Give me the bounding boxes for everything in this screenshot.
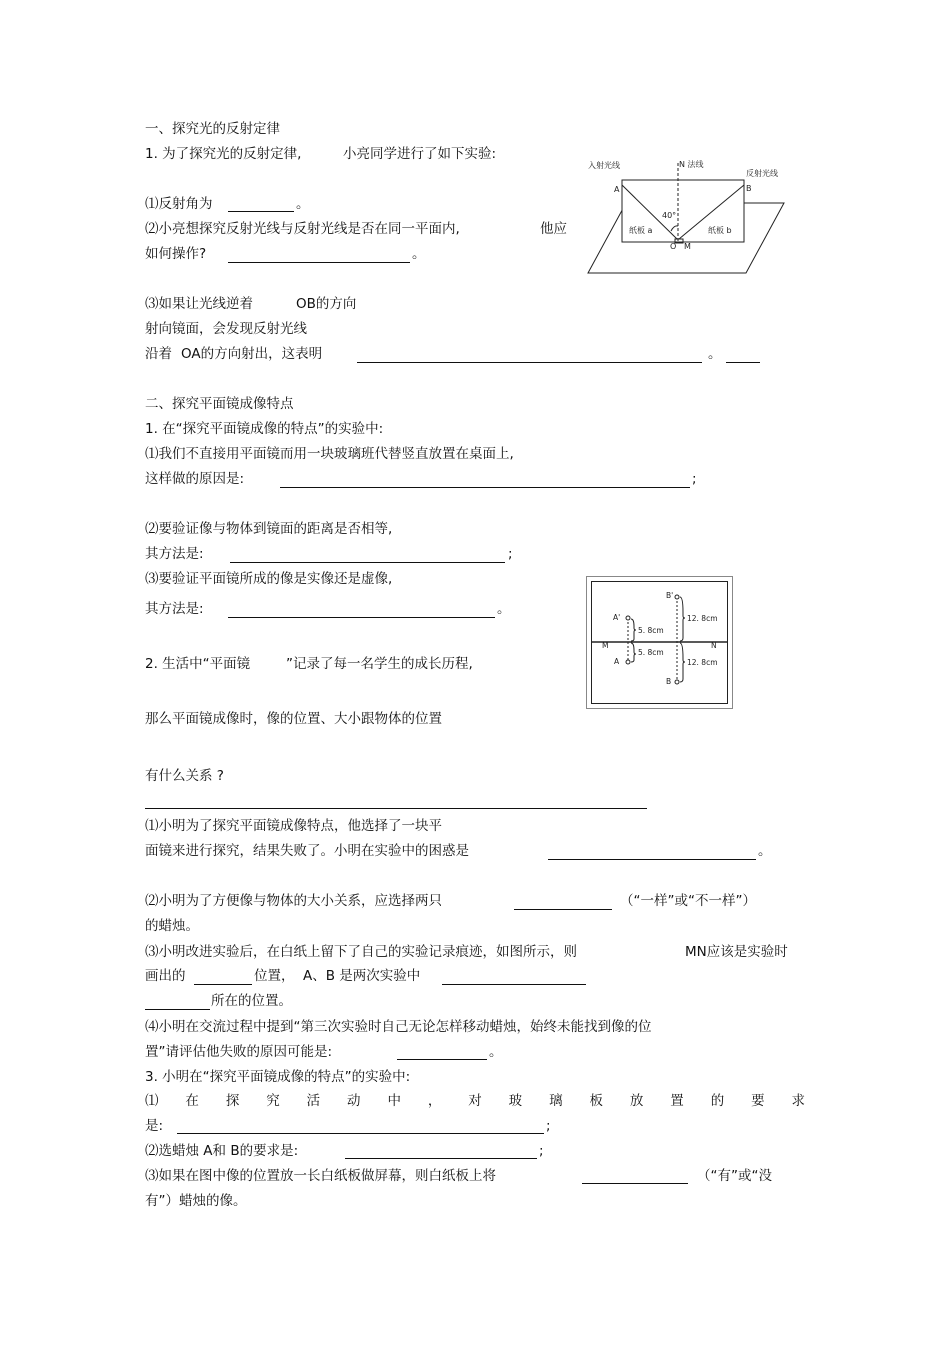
s2-q1-part2-end: ; — [508, 546, 513, 562]
s2-q2-part1-answer-blank[interactable] — [548, 859, 756, 860]
q1-part2-a: ⑵小亮想探究反射光线与反射光线是否在同一平面内, — [145, 221, 460, 237]
s2-q2-part1-end: 。 — [758, 843, 772, 859]
s2-q1-part1-a: ⑴我们不直接用平面镜而用一块玻璃班代替竖直放置在桌面上, — [145, 446, 514, 462]
dist-b-bottom: 12. 8cm — [687, 658, 718, 667]
s2-q2-part2-options: （“一样”或“不一样”） — [620, 893, 756, 909]
s2-q1-part3-answer-blank[interactable] — [228, 617, 495, 618]
incident-label: 入射光线 — [588, 161, 620, 170]
a-prime-point — [626, 616, 630, 620]
point-b-label: B — [746, 184, 752, 193]
q1-part3-a: ⑶如果让光线逆着 — [145, 296, 253, 312]
section2-heading: 二、探究平面镜成像特点 — [145, 396, 294, 412]
q1-part3-end: 。 — [708, 346, 722, 362]
s2-q2-part3-mn: MN应该是实验时 — [685, 944, 788, 960]
q1-part2-end: 。 — [412, 246, 426, 262]
s2-q1-part1-answer-blank[interactable] — [280, 487, 690, 488]
s2-q1-part1-b: 这样做的原因是: — [145, 471, 245, 487]
q1-part3-c: 射向镜面，会发现反射光线 — [145, 321, 307, 337]
s2-q1-part2-answer-blank[interactable] — [230, 562, 505, 563]
s2-q2-part3-blank-3[interactable] — [145, 1009, 210, 1010]
s2-q2-part1-b: 面镜来进行探究，结果失败了。小明在实验中的困惑是 — [145, 843, 469, 859]
s2-q2-part2-b: 的蜡烛。 — [145, 918, 199, 934]
char: 的 — [710, 1093, 725, 1109]
char: 探 — [225, 1093, 240, 1109]
char: ⑴ — [145, 1093, 159, 1109]
s2-q3-part2-end: ; — [539, 1143, 544, 1159]
point-a-label: A — [614, 185, 620, 194]
b-prime-label: B' — [666, 591, 674, 600]
s2-q2-answer-blank[interactable] — [145, 808, 647, 809]
char: 玻 — [508, 1093, 523, 1109]
s2-q2-part3-b3: A、B 是两次实验中 — [303, 968, 421, 984]
s2-q3-part1-a — [145, 1092, 805, 1110]
dist-a-top: 5. 8cm — [638, 626, 664, 635]
dist-a-bottom: 5. 8cm — [638, 648, 664, 657]
q1-part1-label: ⑴反射角为 — [145, 196, 213, 212]
char: 板 — [589, 1093, 603, 1109]
char: 璃 — [549, 1093, 563, 1109]
q1-part3-extra-blank[interactable] — [726, 362, 760, 363]
s2-q1-part3-end: 。 — [497, 601, 511, 617]
q1-part3-answer-blank[interactable] — [357, 362, 702, 363]
board-a-label: 纸板 a — [629, 226, 653, 235]
s2-q1-part1-end: ; — [692, 471, 697, 487]
s2-q2-part2-a: ⑵小明为了方便像与物体的大小关系，应选择两只 — [145, 893, 442, 909]
s2-q3-part1-b: 是: — [145, 1118, 164, 1134]
s2-q2-part3-c: 所在的位置。 — [211, 993, 292, 1009]
char: 活 — [306, 1093, 321, 1109]
point-o-label: O — [670, 242, 677, 251]
s2-q2-part4-end: 。 — [489, 1044, 503, 1060]
q1-part1-end: 。 — [296, 196, 310, 212]
s2-q1-part3-a: ⑶要验证平面镜所成的像是实像还是虚像, — [145, 571, 393, 587]
s2-q3-part3-a: ⑶如果在图中像的位置放一长白纸板做屏幕，则白纸板上将 — [145, 1168, 496, 1184]
char: 在 — [185, 1093, 199, 1109]
s2-q1-part2-b: 其方法是: — [145, 546, 204, 562]
board-b-label: 纸板 b — [708, 226, 732, 235]
char: 究 — [266, 1093, 280, 1109]
m-label: M — [602, 641, 609, 650]
reflected-label: 反射光线 — [746, 169, 778, 178]
char: 求 — [791, 1093, 805, 1109]
section1-heading: 一、探究光的反射定律 — [145, 121, 280, 137]
q1-part2-b: 他应 — [540, 221, 567, 237]
s2-q3-part1-end: ; — [546, 1118, 551, 1134]
reflection-figure — [586, 155, 790, 277]
b-prime-point — [675, 595, 679, 599]
q1-part3-d2: OA的方向射出，这表明 — [181, 346, 323, 362]
q1-part1-answer-blank[interactable] — [228, 211, 294, 212]
s2-q2-part3-b2: 位置， — [254, 968, 295, 984]
point-m-label: M — [684, 242, 691, 251]
char: 置 — [670, 1093, 684, 1109]
s2-q3-intro: 3. 小明在“探究平面镜成像的特点”的实验中: — [145, 1069, 411, 1085]
s2-q3-part2-answer-blank[interactable] — [345, 1158, 537, 1159]
s2-q3-part3-options: （“有”或“没 — [697, 1168, 772, 1184]
s2-q2-b: ”记录了每一名学生的成长历程, — [286, 656, 473, 672]
char: ， — [427, 1093, 442, 1109]
char: 动 — [347, 1093, 361, 1109]
q1-part2-answer-blank[interactable] — [228, 262, 410, 263]
q1-part3-d1: 沿着 — [145, 346, 172, 362]
s2-q2-part4-answer-blank[interactable] — [397, 1059, 487, 1060]
s2-q2-part3-b1: 画出的 — [145, 968, 186, 984]
s2-q3-part2: ⑵选蜡烛 A和 B的要求是: — [145, 1143, 299, 1159]
b-label: B — [666, 677, 672, 686]
char: 对 — [468, 1093, 482, 1109]
normal-label: N 法线 — [679, 160, 704, 169]
s2-q2-part3-blank-2[interactable] — [442, 984, 586, 985]
q1-part3-b: OB的方向 — [296, 296, 357, 312]
angle-label: 40° — [662, 211, 677, 220]
s2-q3-part3-answer-blank[interactable] — [582, 1183, 688, 1184]
char: 放 — [629, 1093, 644, 1109]
s2-q2-part1-a: ⑴小明为了探究平面镜成像特点，他选择了一块平 — [145, 818, 442, 834]
s2-q3-part1-answer-blank[interactable] — [177, 1133, 544, 1134]
b-point — [675, 680, 679, 684]
a-label: A — [614, 657, 620, 666]
s2-q2-part3-a: ⑶小明改进实验后，在白纸上留下了自己的实验记录痕迹，如图所示，则 — [145, 944, 577, 960]
q1-intro-b: 小亮同学进行了如下实验: — [343, 146, 497, 162]
s2-q1-intro: 1. 在“探究平面镜成像的特点”的实验中: — [145, 421, 384, 437]
s2-q2-c: 那么平面镜成像时，像的位置、大小跟物体的位置 — [145, 711, 442, 727]
char: 要 — [751, 1093, 765, 1109]
n-label: N — [711, 641, 717, 650]
char: 中 — [387, 1093, 401, 1109]
s2-q2-d: 有什么关系 ? — [145, 768, 224, 784]
q1-part2-c: 如何操作? — [145, 246, 207, 262]
s2-q1-part3-b: 其方法是: — [145, 601, 204, 617]
s2-q2-part4-b: 置”请评估他失败的原因可能是: — [145, 1044, 333, 1060]
q1-intro-a: 1. 为了探究光的反射定律, — [145, 146, 302, 162]
s2-q2-part4-a: ⑷小明在交流过程中提到“第三次实验时自己无论怎样移动蜡烛，始终未能找到像的位 — [145, 1019, 652, 1035]
mirror-record-figure — [586, 576, 733, 709]
dist-b-top: 12. 8cm — [687, 614, 718, 623]
s2-q2-part3-blank-1[interactable] — [194, 984, 252, 985]
s2-q2-part2-answer-blank[interactable] — [514, 909, 612, 910]
a-prime-label: A' — [613, 613, 621, 622]
a-point — [626, 660, 630, 664]
s2-q1-part2-a: ⑵要验证像与物体到镜面的距离是否相等, — [145, 521, 393, 537]
s2-q3-part3-b: 有”）蜡烛的像。 — [145, 1193, 247, 1209]
s2-q2-a: 2. 生活中“平面镜 — [145, 656, 251, 672]
